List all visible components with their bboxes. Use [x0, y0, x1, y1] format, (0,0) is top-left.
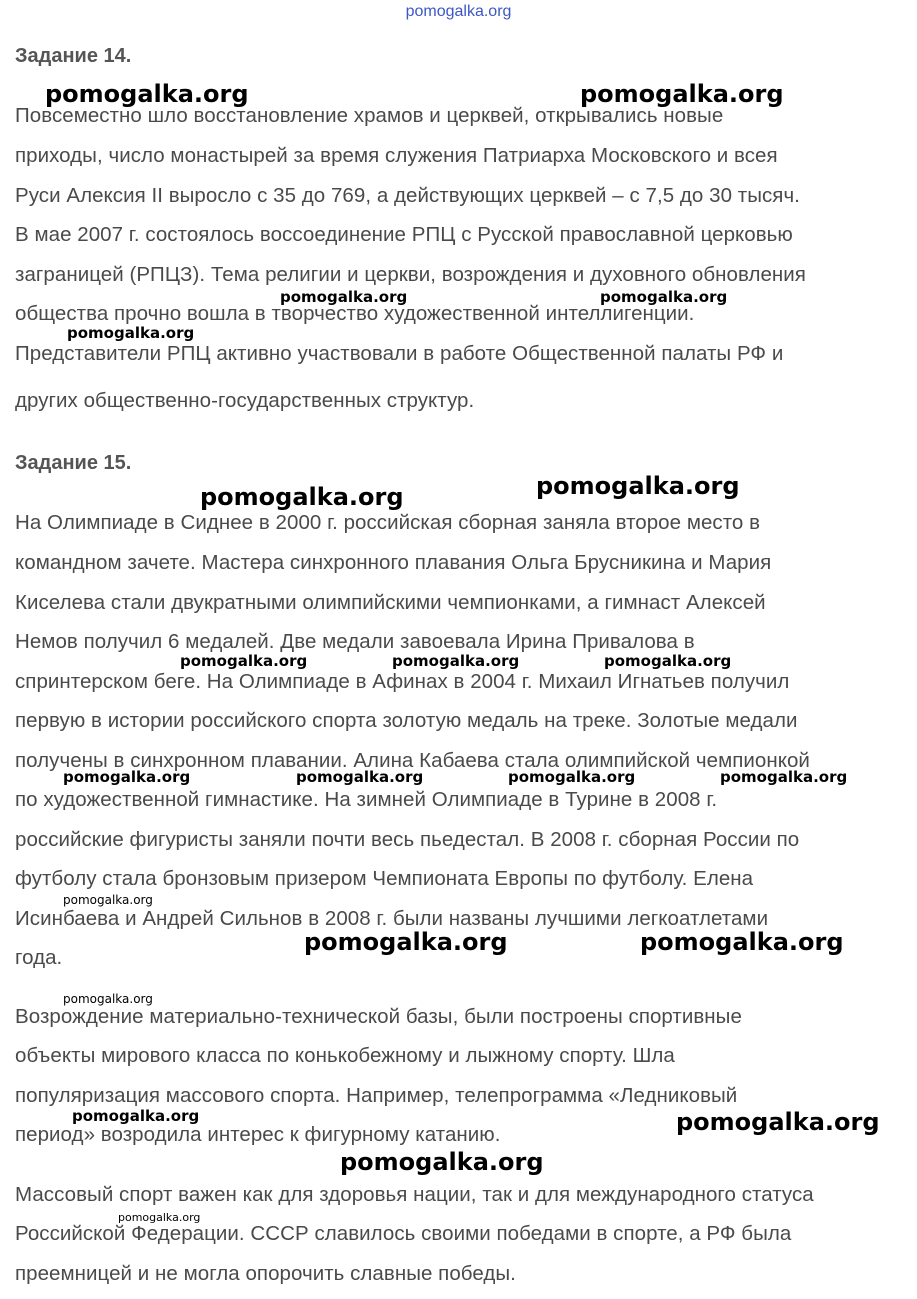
- task15-line: года.: [15, 946, 63, 969]
- task14-line: Руси Алексия II выросло с 35 до 769, а действующих церквей – с 7,5 до 30 тысяч.: [15, 184, 800, 207]
- task14-line: общества прочно вошла в творчество художественной интеллигенции.: [15, 302, 695, 325]
- task15-line: объекты мирового класса по конькобежному и лыжному спорту. Шла: [15, 1044, 675, 1067]
- task14-line: приходы, число монастырей за время служения Патриарха Московского и всея: [15, 144, 778, 167]
- task15-line: На Олимпиаде в Сиднее в 2000 г. российская сборная заняла второе место в: [15, 511, 761, 534]
- watermark: pomogalka.org: [200, 483, 404, 511]
- watermark: pomogalka.org: [63, 768, 191, 786]
- task14-line: других общественно-государственных структур.: [15, 389, 475, 412]
- task15-line: преемницей и не могла опорочить славные победы.: [15, 1262, 516, 1285]
- watermark: pomogalka.org: [676, 1108, 880, 1136]
- watermark: pomogalka.org: [604, 652, 732, 670]
- watermark: pomogalka.org: [508, 768, 636, 786]
- watermark: pomogalka.org: [640, 928, 844, 956]
- watermark: pomogalka.org: [67, 324, 195, 342]
- task15-line: Массовый спорт важен как для здоровья нации, так и для международного статуса: [15, 1183, 814, 1206]
- watermark: pomogalka.org: [45, 80, 249, 108]
- task15-line: Возрождение материально-технической базы, были построены спортивные: [15, 1005, 742, 1028]
- task15-line: Исинбаева и Андрей Сильнов в 2008 г. были названы лучшими легкоатлетами: [15, 907, 769, 930]
- task15-line: командном зачете. Мастера синхронного плавания Ольга Брусникина и Мария: [15, 551, 772, 574]
- watermark: pomogalka.org: [63, 893, 153, 907]
- task15-line: по художественной гимнастике. На зимней Олимпиаде в Турине в 2008 г.: [15, 788, 718, 811]
- watermark: pomogalka.org: [118, 1211, 201, 1224]
- task14-line: заграницей (РПЦЗ). Тема религии и церкви, возрождения и духовного обновления: [15, 263, 806, 286]
- task15-line: получены в синхронном плавании. Алина Кабаева стала олимпийской чемпионкой: [15, 749, 810, 772]
- task15-line: Киселева стали двукратными олимпийскими чемпионками, а гимнаст Алексей: [15, 591, 766, 614]
- watermark: pomogalka.org: [600, 288, 728, 306]
- task15-line: Российской Федерации. СССР славилось своими победами в спорте, а РФ была: [15, 1222, 792, 1245]
- watermark: pomogalka.org: [340, 1148, 544, 1176]
- task15-line: период» возродила интерес к фигурному катанию.: [15, 1123, 501, 1146]
- task14-line: Повсеместно шло восстановление храмов и церквей, открывались новые: [15, 104, 724, 127]
- watermark: pomogalka.org: [280, 288, 408, 306]
- watermark: pomogalka.org: [392, 652, 520, 670]
- task15-line: футболу стала бронзовым призером Чемпионата Европы по футболу. Елена: [15, 867, 754, 890]
- watermark: pomogalka.org: [296, 768, 424, 786]
- watermark: pomogalka.org: [304, 928, 508, 956]
- watermark: pomogalka.org: [72, 1107, 200, 1125]
- task15-line: популяризация массового спорта. Например, телепрограмма «Ледниковый: [15, 1084, 738, 1107]
- watermark: pomogalka.org: [536, 472, 740, 500]
- task15-line: российские фигуристы заняли почти весь пьедестал. В 2008 г. сборная России по: [15, 828, 800, 851]
- task15-heading: Задание 15.: [15, 452, 132, 474]
- watermark: pomogalka.org: [180, 652, 308, 670]
- task14-heading: Задание 14.: [15, 45, 132, 67]
- task15-line: первую в истории российского спорта золотую медаль на треке. Золотые медали: [15, 709, 798, 732]
- site-header-link[interactable]: pomogalka.org: [405, 3, 512, 20]
- watermark: pomogalka.org: [720, 768, 848, 786]
- task14-line: В мае 2007 г. состоялось воссоединение РПЦ с Русской православной церковью: [15, 223, 793, 246]
- task15-line: Немов получил 6 медалей. Две медали завоевала Ирина Привалова в: [15, 630, 695, 653]
- watermark: pomogalka.org: [63, 992, 153, 1006]
- watermark: pomogalka.org: [580, 80, 784, 108]
- task14-line: Представители РПЦ активно участвовали в работе Общественной палаты РФ и: [15, 342, 784, 365]
- task15-line: спринтерском беге. На Олимпиаде в Афинах в 2004 г. Михаил Игнатьев получил: [15, 670, 790, 693]
